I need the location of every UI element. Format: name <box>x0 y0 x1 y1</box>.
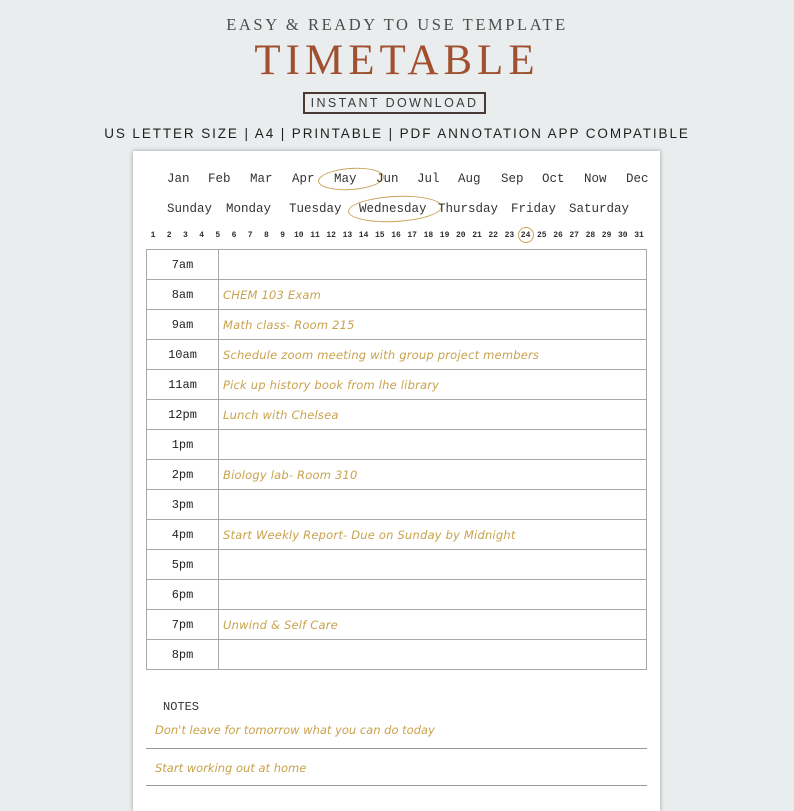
date-11[interactable]: 11 <box>310 231 320 240</box>
month-now[interactable]: Now <box>584 172 607 186</box>
task-entry[interactable]: Math class- Room 215 <box>219 310 647 340</box>
schedule-table <box>146 249 647 670</box>
time-slot-label: 6pm <box>147 580 219 610</box>
task-entry[interactable] <box>219 490 647 520</box>
weekday-thursday[interactable]: Thursday <box>438 202 499 216</box>
schedule-row <box>147 250 647 280</box>
date-1[interactable]: 1 <box>150 231 156 240</box>
note-item[interactable]: Don't leave for tomorrow what you can do today <box>155 723 435 737</box>
schedule-row <box>147 460 647 490</box>
month-jul[interactable]: Jul <box>417 172 440 186</box>
time-slot-label: 1pm <box>147 430 219 460</box>
time-slot-label: 8am <box>147 280 219 310</box>
date-29[interactable]: 29 <box>601 231 612 240</box>
time-slot-label: 7pm <box>147 610 219 640</box>
date-28[interactable]: 28 <box>585 231 596 240</box>
time-slot-label: 12pm <box>147 400 219 430</box>
schedule-row <box>147 640 647 670</box>
note-item[interactable]: Start working out at home <box>155 761 307 775</box>
date-31[interactable]: 31 <box>634 231 644 240</box>
task-entry[interactable]: Schedule zoom meeting with group project members <box>219 340 647 370</box>
date-5[interactable]: 5 <box>215 231 221 240</box>
note-line <box>146 785 647 786</box>
date-16[interactable]: 16 <box>391 231 401 240</box>
month-jan[interactable]: Jan <box>167 172 190 186</box>
date-22[interactable]: 22 <box>488 231 498 240</box>
time-slot-label: 7am <box>147 250 219 280</box>
task-entry[interactable]: Biology lab- Room 310 <box>219 460 647 490</box>
date-30[interactable]: 30 <box>617 231 628 240</box>
date-23[interactable]: 23 <box>504 231 515 240</box>
schedule-row <box>147 400 647 430</box>
instant-download-badge: INSTANT DOWNLOAD <box>303 92 486 114</box>
task-entry[interactable]: Start Weekly Report- Due on Sunday by Midnight <box>219 520 647 550</box>
date-18[interactable]: 18 <box>423 231 434 240</box>
date-19[interactable]: 19 <box>439 231 450 240</box>
weekday-sunday[interactable]: Sunday <box>167 202 213 216</box>
month-aug[interactable]: Aug <box>458 172 481 186</box>
date-2[interactable]: 2 <box>166 231 172 240</box>
time-slot-label: 5pm <box>147 550 219 580</box>
month-jun[interactable]: Jun <box>376 172 399 186</box>
date-10[interactable]: 10 <box>293 231 304 240</box>
page-title: TIMETABLE <box>254 37 540 84</box>
time-slot-label: 3pm <box>147 490 219 520</box>
schedule-row <box>147 280 647 310</box>
date-24[interactable]: 24 <box>520 231 531 240</box>
compatibility-line: US LETTER SIZE | A4 | PRINTABLE | PDF ANNOTATION APP COMPATIBLE <box>104 126 690 141</box>
schedule-row <box>147 580 647 610</box>
task-entry[interactable] <box>219 430 647 460</box>
month-sep[interactable]: Sep <box>501 172 524 186</box>
task-entry[interactable] <box>219 640 647 670</box>
schedule-row <box>147 520 647 550</box>
date-7[interactable]: 7 <box>247 231 253 240</box>
date-8[interactable]: 8 <box>263 231 269 240</box>
month-oct[interactable]: Oct <box>542 172 565 186</box>
schedule-row <box>147 550 647 580</box>
schedule-row <box>147 490 647 520</box>
date-15[interactable]: 15 <box>374 231 385 240</box>
task-entry[interactable]: Pick up history book from lhe library <box>219 370 647 400</box>
schedule-row <box>147 370 647 400</box>
schedule-row <box>147 430 647 460</box>
subtitle: EASY & READY TO USE TEMPLATE <box>226 15 568 34</box>
task-entry[interactable]: Unwind & Self Care <box>219 610 647 640</box>
date-4[interactable]: 4 <box>199 231 204 240</box>
month-may[interactable]: May <box>334 172 357 186</box>
time-slot-label: 9am <box>147 310 219 340</box>
time-slot-label: 8pm <box>147 640 219 670</box>
date-6[interactable]: 6 <box>231 231 237 240</box>
weekday-friday[interactable]: Friday <box>511 202 557 216</box>
date-26[interactable]: 26 <box>553 231 563 240</box>
month-mar[interactable]: Mar <box>250 172 273 186</box>
time-slot-label: 2pm <box>147 460 219 490</box>
date-3[interactable]: 3 <box>182 231 188 240</box>
task-entry[interactable]: CHEM 103 Exam <box>219 280 647 310</box>
month-apr[interactable]: Apr <box>292 172 315 186</box>
weekday-wednesday[interactable]: Wednesday <box>359 202 427 216</box>
schedule-row <box>147 610 647 640</box>
month-dec[interactable]: Dec <box>626 172 649 186</box>
task-entry[interactable] <box>219 580 647 610</box>
date-9[interactable]: 9 <box>280 231 285 240</box>
date-12[interactable]: 12 <box>326 231 336 240</box>
schedule-row <box>147 310 647 340</box>
date-17[interactable]: 17 <box>407 231 417 240</box>
weekday-monday[interactable]: Monday <box>226 202 272 216</box>
notes-label: NOTES <box>163 700 200 714</box>
task-entry[interactable] <box>219 550 647 580</box>
weekday-saturday[interactable]: Saturday <box>569 202 630 216</box>
date-21[interactable]: 21 <box>472 231 482 240</box>
date-27[interactable]: 27 <box>569 231 579 240</box>
month-feb[interactable]: Feb <box>208 172 231 186</box>
date-13[interactable]: 13 <box>342 231 353 240</box>
task-entry[interactable] <box>219 250 647 280</box>
note-line <box>146 748 647 749</box>
date-20[interactable]: 20 <box>455 231 466 240</box>
time-slot-label: 11am <box>147 370 219 400</box>
task-entry[interactable]: Lunch with Chelsea <box>219 400 647 430</box>
schedule-row <box>147 340 647 370</box>
time-slot-label: 10am <box>147 340 219 370</box>
time-slot-label: 4pm <box>147 520 219 550</box>
timetable-page <box>133 151 660 811</box>
date-25[interactable]: 25 <box>536 231 547 240</box>
weekday-tuesday[interactable]: Tuesday <box>289 202 342 216</box>
date-14[interactable]: 14 <box>358 231 369 240</box>
